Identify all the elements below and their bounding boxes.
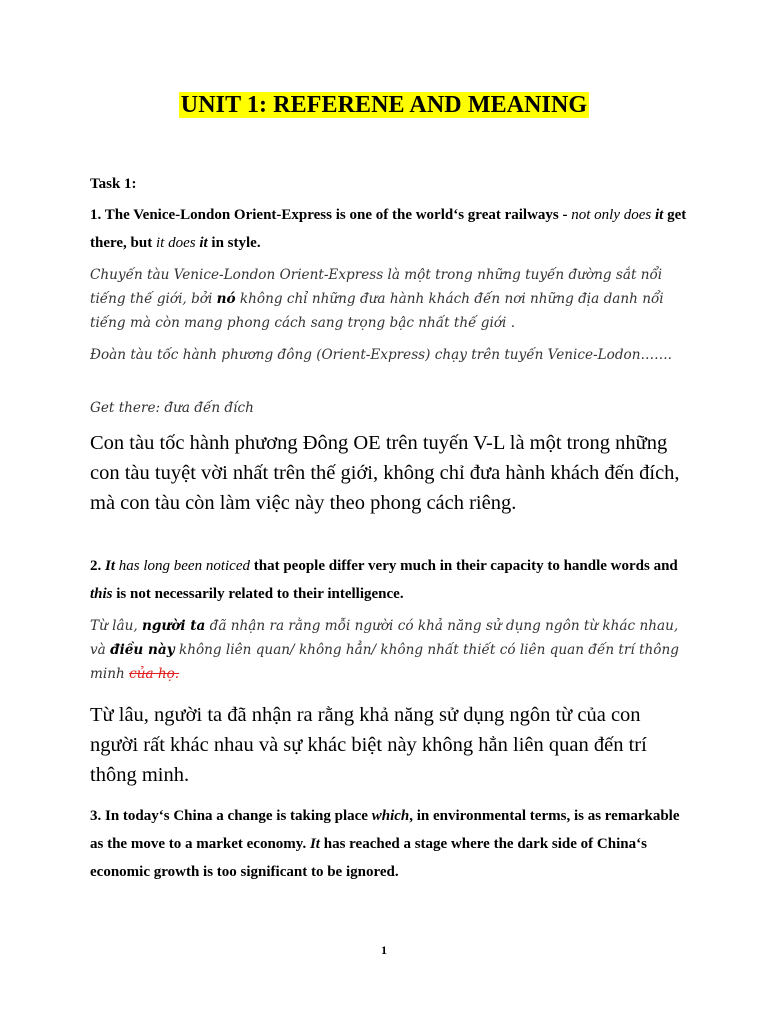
s2-vi-strike: của họ. bbox=[129, 666, 180, 682]
s1-vietnamese-1 bbox=[90, 263, 690, 335]
sentence-3 bbox=[90, 802, 690, 886]
s1-translation: Con tàu tốc hành phương Đông OE trên tuyến V-L là một trong những con tàu tuyệt vời nhất trên thế giới, không chỉ đưa hành khách đến đích, mà con tàu còn làm việc này theo phong cách riêng. bbox=[90, 432, 680, 514]
s2-translation: Từ lâu, người ta đã nhận ra rằng khả năng sử dụng ngôn từ của con người rất khác nhau và sự khác biệt này không hẳn liên quan đến trí thông minh. bbox=[90, 704, 647, 786]
s2-mid: that people differ very much in their capacity to handle words and bbox=[250, 558, 678, 574]
s1-vietnamese-2: Đoàn tàu tốc hành phương đông (Orient-Express) chạy trên tuyến Venice-Lodon……. bbox=[90, 347, 673, 363]
s1-vietnamese-3: Get there: đưa đến đích bbox=[90, 400, 254, 416]
s1-italic-1: not only does bbox=[571, 207, 656, 223]
s1-vi1-b: nó bbox=[216, 291, 236, 307]
s1-text: 1. The Venice-London Orient-Express is one of the world‘s great railways - bbox=[90, 207, 572, 223]
s1-vi1-a: Chuyến tàu Venice-London Orient-Express là một trong những tuyến đường sắt nổi tiếng thế giới, bởi bbox=[90, 267, 663, 307]
s2-vi-c: đã nhận ra rằng mỗi người có khả năng sử dụng ngôn từ khác nhau, và bbox=[90, 618, 679, 658]
s3-a: 3. In today‘s China a change is taking place bbox=[90, 808, 372, 824]
s2-vi-d: điều này bbox=[110, 642, 175, 658]
task-label: Task 1: bbox=[90, 176, 137, 192]
s2-vi-a: Từ lâu, bbox=[90, 618, 142, 634]
s2-this: this bbox=[90, 586, 113, 602]
sentence-1 bbox=[90, 201, 690, 257]
s1-end: in style. bbox=[207, 235, 261, 251]
s2-vietnamese bbox=[90, 614, 690, 686]
s3-c: has reached a stage where the dark side of China‘s economic growth is too significant to be ignored. bbox=[90, 836, 647, 880]
s1-it-1: it bbox=[655, 207, 664, 223]
unit-title-text: UNIT 1: REFERENE AND MEANING bbox=[180, 92, 588, 118]
s2-num: 2. bbox=[90, 558, 105, 574]
s2-vi-b: người ta bbox=[142, 618, 206, 634]
s2-vi-e: không liên quan/ không hẳn/ không nhất thiết có liên quan đến trí thông minh bbox=[90, 642, 679, 682]
s1-it-2: it bbox=[199, 235, 208, 251]
s3-which: which bbox=[371, 808, 410, 824]
sentence-2 bbox=[90, 552, 690, 608]
s1-mid: get there, but bbox=[90, 207, 687, 251]
s3-it: It bbox=[309, 836, 320, 852]
page-number: 1 bbox=[381, 943, 387, 957]
s1-italic-2: it does bbox=[155, 235, 200, 251]
unit-title bbox=[0, 92, 768, 119]
s1-vi1-c: không chỉ những đưa hành khách đến nơi những địa danh nổi tiếng mà còn mang phong cách sang trọng bậc nhất thế giới . bbox=[90, 291, 664, 331]
s2-end: is not necessarily related to their intelligence. bbox=[112, 586, 404, 602]
s3-b: , in environmental terms, is as remarkable as the move to a market economy. bbox=[90, 808, 680, 852]
s2-italic: has long been noticed bbox=[115, 558, 250, 574]
s2-it: It bbox=[105, 558, 116, 574]
